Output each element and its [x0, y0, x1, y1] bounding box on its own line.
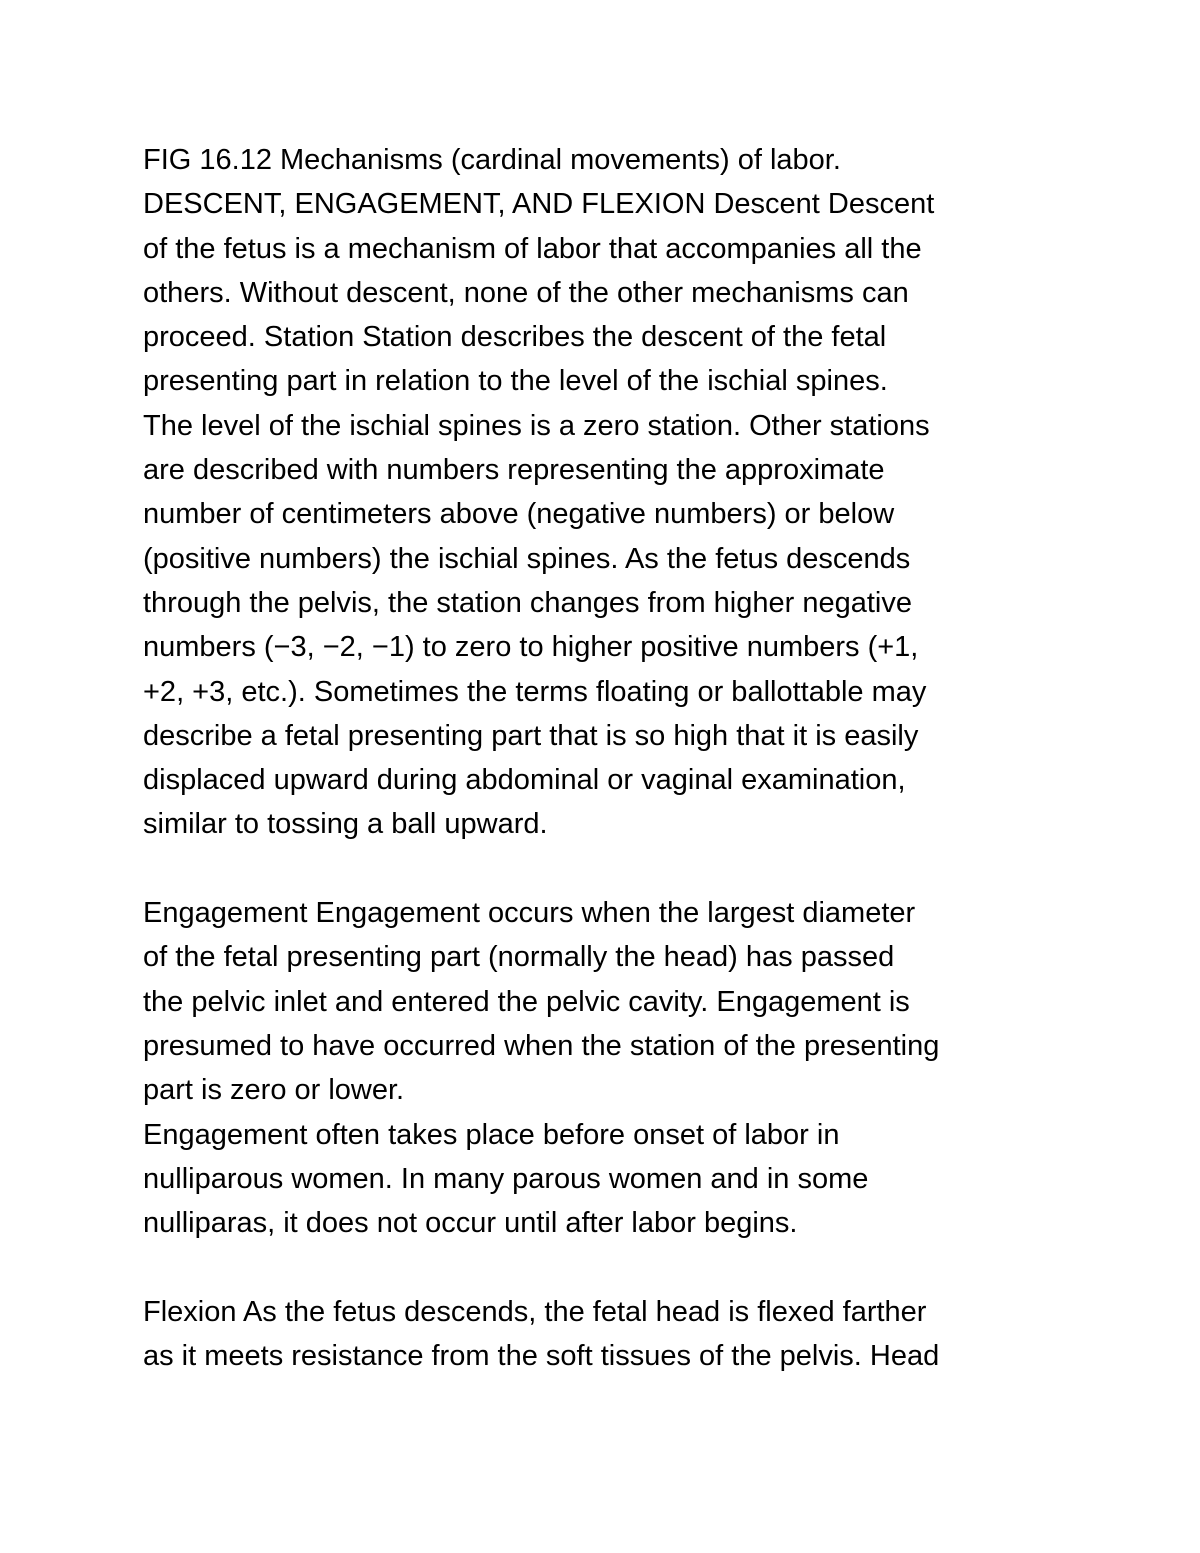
text-line: presumed to have occurred when the station of the presenting: [143, 1029, 940, 1062]
text-line: number of centimeters above (negative numbers) or below: [143, 498, 895, 531]
text-line: Engagement Engagement occurs when the largest diameter: [143, 897, 916, 930]
text-line: nulliparas, it does not occur until after labor begins.: [143, 1207, 798, 1240]
text-line: of the fetal presenting part (normally the head) has passed: [143, 941, 895, 974]
text-line: nulliparous women. In many parous women and in some: [143, 1162, 869, 1195]
paragraph-spacer: [143, 847, 1083, 891]
document-text: [143, 138, 1083, 1378]
text-line: displaced upward during abdominal or vaginal examination,: [143, 764, 906, 797]
text-line: (positive numbers) the ischial spines. As the fetus descends: [143, 542, 911, 575]
text-line: are described with numbers representing the approximate: [143, 454, 885, 487]
text-line: the pelvic inlet and entered the pelvic cavity. Engagement is: [143, 985, 910, 1018]
text-line: proceed. Station Station describes the descent of the fetal: [143, 321, 887, 354]
text-line: describe a fetal presenting part that is so high that it is easily: [143, 719, 919, 752]
text-line: +2, +3, etc.). Sometimes the terms floating or ballottable may: [143, 675, 927, 708]
text-line: DESCENT, ENGAGEMENT, AND FLEXION Descent Descent: [143, 188, 935, 221]
text-line: through the pelvis, the station changes from higher negative: [143, 586, 912, 619]
text-line: as it meets resistance from the soft tissues of the pelvis. Head: [143, 1340, 940, 1373]
text-line: part is zero or lower.: [143, 1074, 405, 1107]
text-line: of the fetus is a mechanism of labor that accompanies all the: [143, 232, 922, 265]
text-line: The level of the ischial spines is a zero station. Other stations: [143, 409, 930, 442]
text-line: Engagement often takes place before onset of labor in: [143, 1118, 840, 1151]
paragraph-flexion: [143, 1290, 1083, 1379]
paragraph-descent: [143, 138, 1083, 847]
paragraph-engagement: [143, 891, 1083, 1112]
text-line: numbers (−3, −2, −1) to zero to higher positive numbers (+1,: [143, 631, 919, 664]
text-line: others. Without descent, none of the other mechanisms can: [143, 276, 909, 309]
paragraph-engagement-timing: [143, 1113, 1083, 1246]
text-line: Flexion As the fetus descends, the fetal head is flexed farther: [143, 1295, 927, 1328]
text-line: presenting part in relation to the level of the ischial spines.: [143, 365, 888, 398]
text-line: similar to tossing a ball upward.: [143, 808, 548, 841]
text-line: FIG 16.12 Mechanisms (cardinal movements) of labor.: [143, 144, 841, 176]
paragraph-spacer: [143, 1245, 1083, 1289]
